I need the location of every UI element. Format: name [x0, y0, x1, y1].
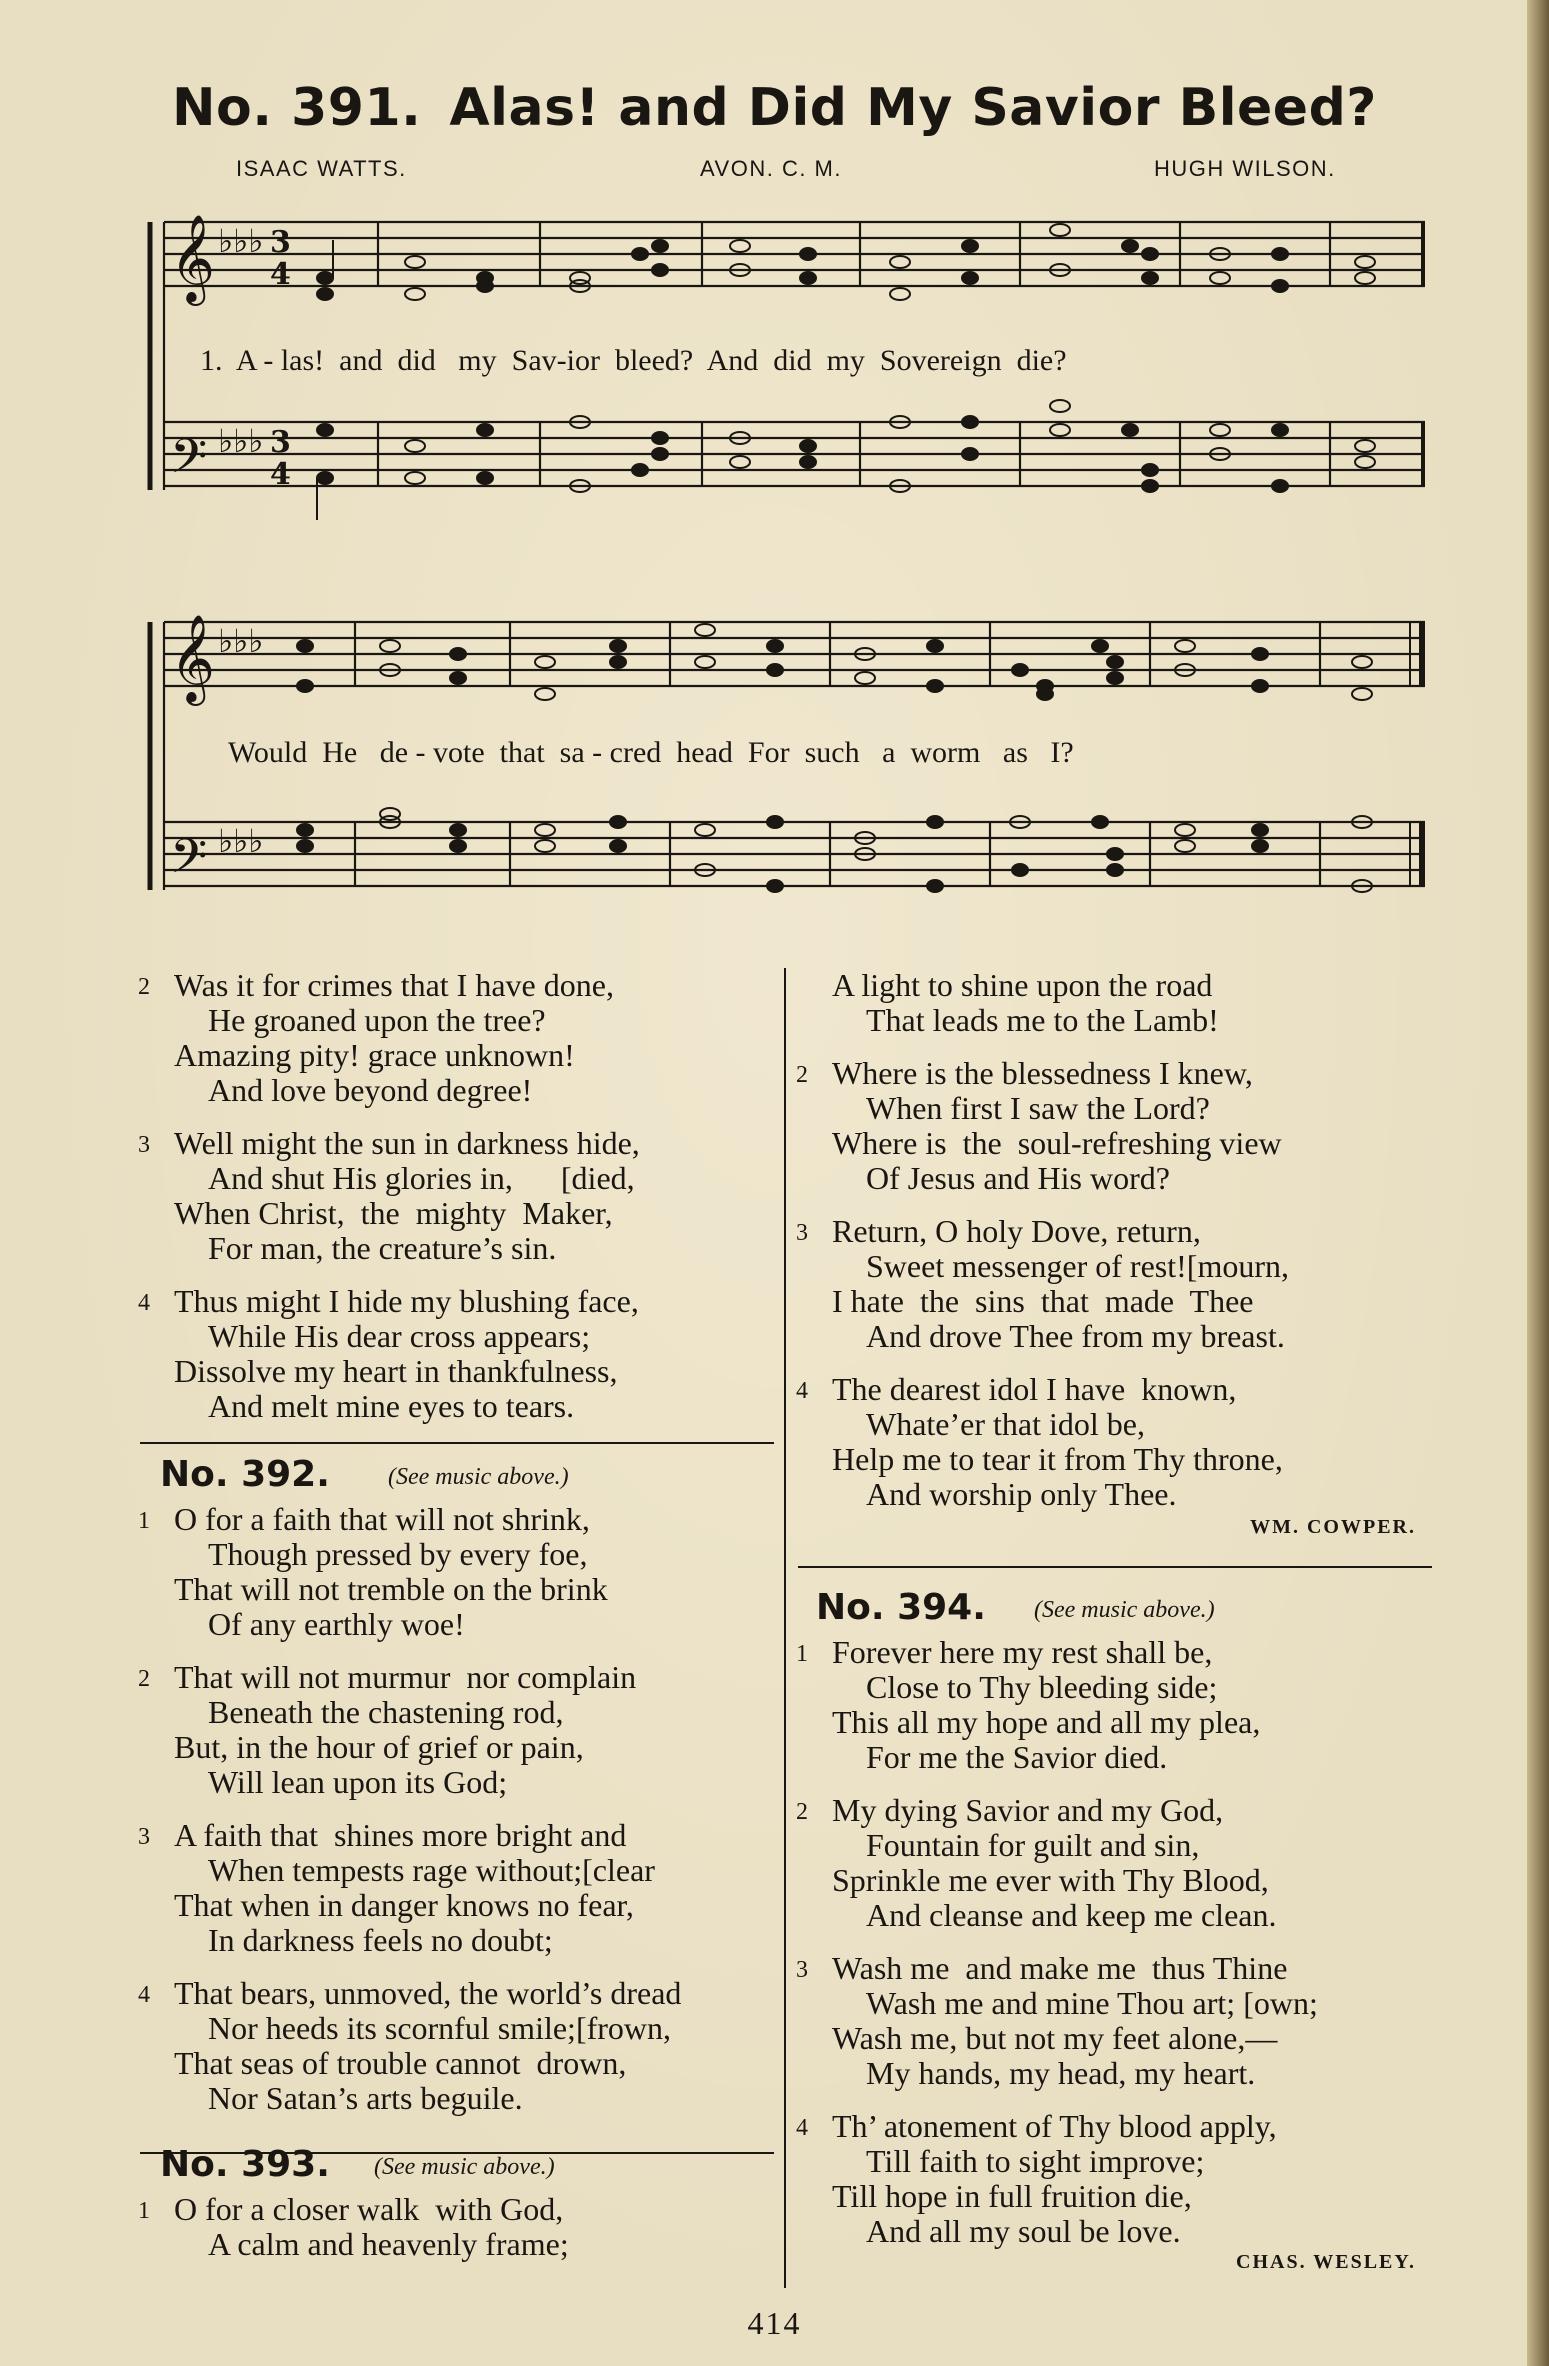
verse-line: Nor heeds its scornful smile;[frown,: [208, 2010, 672, 2046]
stanza-392-2: [138, 1660, 778, 1800]
verse-line: Th’ atonement of Thy blood apply,: [832, 2108, 1277, 2144]
verse-line: O for a closer walk with God,: [174, 2191, 564, 2227]
verse-line: For man, the creature’s sin.: [208, 1230, 557, 1266]
verse-line: That bears, unmoved, the world’s dread: [174, 1975, 682, 2011]
section-number: No. 394.: [816, 1587, 986, 1628]
verse-line: Sprinkle me ever with Thy Blood,: [832, 1862, 1269, 1898]
section-header-392: [138, 1446, 778, 1502]
stanza-number: 3: [138, 1824, 150, 1850]
svg-text:3: 3: [270, 425, 291, 460]
verse-line: Whate’er that idol be,: [866, 1406, 1145, 1442]
stanza-393-4: [796, 1372, 1446, 1512]
svg-text:♭♭♭: ♭♭♭: [218, 822, 264, 860]
verse-line: O for a faith that will not shrink,: [174, 1501, 590, 1537]
verse-line: Fountain for guilt and sin,: [866, 1827, 1200, 1863]
stanza-394-4: [796, 2109, 1446, 2249]
svg-text:♭♭♭: ♭♭♭: [218, 622, 264, 660]
verse-line: In darkness feels no doubt;: [208, 1922, 553, 1958]
verse-line: My hands, my head, my heart.: [866, 2055, 1256, 2091]
section-note: (See music above.): [1034, 1597, 1215, 1623]
verse-line: Return, O holy Dove, return,: [832, 1213, 1201, 1249]
composer-credit: HUGH WILSON.: [1154, 156, 1336, 181]
stanza-number: 3: [796, 1957, 808, 1983]
stanza-394-3: [796, 1951, 1446, 2091]
verse-line: Well might the sun in darkness hide,: [174, 1125, 640, 1161]
stanza-number: 1: [796, 1641, 808, 1667]
verse-line: A faith that shines more bright and: [174, 1817, 627, 1853]
verse-line: My dying Savior and my God,: [832, 1792, 1224, 1828]
verse-line: That will not murmur nor complain: [174, 1659, 637, 1695]
section-note: (See music above.): [374, 2154, 555, 2180]
verse-line: Dissolve my heart in thankfulness,: [174, 1353, 618, 1389]
svg-text:4: 4: [270, 457, 291, 492]
verse-line: For me the Savior died.: [866, 1739, 1168, 1775]
verse-line: And love beyond degree!: [208, 1072, 533, 1108]
verse-line: And cleanse and keep me clean.: [866, 1897, 1277, 1933]
lyricist-credit: ISAAC WATTS.: [236, 156, 407, 181]
verse-line: Till hope in full fruition die,: [832, 2178, 1192, 2214]
section-note: (See music above.): [388, 1464, 569, 1490]
verse-line: That seas of trouble cannot drown,: [174, 2045, 627, 2081]
verse-line: Was it for crimes that I have done,: [174, 967, 614, 1003]
svg-text:𝄞: 𝄞: [170, 613, 215, 702]
verse-line: That will not tremble on the brink: [174, 1571, 608, 1607]
verse-line: He groaned upon the tree?: [208, 1002, 546, 1038]
verse-line: Where is the soul-refreshing view: [832, 1125, 1282, 1161]
section-number: No. 392.: [160, 1454, 330, 1495]
stanza-393-2: [796, 1056, 1446, 1196]
verse-line: Thus might I hide my blushing face,: [174, 1283, 639, 1319]
stanza-number: 4: [796, 1378, 808, 1404]
svg-text:𝄢: 𝄢: [170, 428, 208, 496]
stanza-393-1: [138, 2192, 778, 2262]
verse-line: Of any earthly woe!: [208, 1606, 465, 1642]
verse-line: That leads me to the Lamb!: [866, 1002, 1219, 1038]
verse-line: While His dear cross appears;: [208, 1318, 591, 1354]
stanza-393-1-cont: [796, 968, 1446, 1038]
verse-line: I hate the sins that made Thee: [832, 1283, 1254, 1319]
svg-text:𝄞: 𝄞: [170, 213, 215, 302]
stanza-number: 1: [138, 2198, 150, 2224]
verse-line: Till faith to sight improve;: [866, 2143, 1205, 2179]
section-header-394: [796, 1579, 1446, 1635]
stanza-391-4: [138, 1284, 778, 1424]
verse-line: And shut His glories in, [died,: [208, 1160, 635, 1196]
stanza-number: 4: [796, 2115, 808, 2141]
hymn-title-text: Alas! and Did My Savior Bleed?: [449, 78, 1377, 138]
column-divider: [784, 968, 786, 2288]
verse-line: Forever here my rest shall be,: [832, 1634, 1213, 1670]
svg-text:𝄢: 𝄢: [170, 828, 208, 896]
verse-line: A calm and heavenly frame;: [208, 2226, 569, 2262]
verse-line: Of Jesus and His word?: [866, 1160, 1170, 1196]
stanza-number: 4: [138, 1982, 150, 2008]
verse-line: That when in danger knows no fear,: [174, 1887, 634, 1923]
stanza-number: 2: [138, 974, 150, 1000]
verse-line: Though pressed by every foe,: [208, 1536, 588, 1572]
stanza-394-2: [796, 1793, 1446, 1933]
verse-line: And melt mine eyes to tears.: [208, 1388, 575, 1424]
verse-line: Will lean upon its God;: [208, 1764, 508, 1800]
verse-line: When tempests rage without;[clear: [208, 1852, 655, 1888]
stanza-number: 4: [138, 1290, 150, 1316]
stanza-392-3: [138, 1818, 778, 1958]
author-credit-393: WM. COWPER.: [1250, 1516, 1416, 1538]
music-lyric-line-1: 1. A - las! and did my Sav-ior bleed? And did my Sovereign die?: [200, 344, 1067, 377]
svg-text:3: 3: [270, 225, 291, 260]
verse-line: The dearest idol I have known,: [832, 1371, 1237, 1407]
stanza-number: 2: [796, 1799, 808, 1825]
verse-line: Beneath the chastening rod,: [208, 1694, 564, 1730]
verse-line: Where is the blessedness I knew,: [832, 1055, 1253, 1091]
stanza-393-3: [796, 1214, 1446, 1354]
stanza-391-2: [138, 968, 778, 1108]
music-lyric-line-2: Would He de - vote that sa - cred head For such a worm as I?: [228, 736, 1074, 769]
verse-line: Amazing pity! grace unknown!: [174, 1037, 575, 1073]
verse-line: Sweet messenger of rest![mourn,: [866, 1248, 1289, 1284]
verse-line: And worship only Thee.: [866, 1476, 1177, 1512]
verse-line: But, in the hour of grief or pain,: [174, 1729, 584, 1765]
page-spine-edge: [1527, 0, 1549, 2366]
author-credit-394: CHAS. WESLEY.: [1236, 2251, 1416, 2273]
section-number: No. 393.: [160, 2144, 330, 2185]
stanza-number: 2: [138, 1666, 150, 1692]
verse-line: Wash me and mine Thou art; [own;: [866, 1985, 1318, 2021]
verse-line: And all my soul be love.: [866, 2213, 1181, 2249]
right-column: [796, 968, 1446, 2274]
stanza-number: 2: [796, 1062, 808, 1088]
section-header-393: [138, 2136, 778, 2192]
verse-line: And drove Thee from my breast.: [866, 1318, 1285, 1354]
verse-line: Nor Satan’s arts beguile.: [208, 2080, 523, 2116]
verse-line: When first I saw the Lord?: [866, 1090, 1210, 1126]
verse-line: Wash me and make me thus Thine: [832, 1950, 1288, 1986]
stanza-number: 3: [796, 1220, 808, 1246]
verse-line: When Christ, the mighty Maker,: [174, 1195, 613, 1231]
verse-line: Wash me, but not my feet alone,—: [832, 2020, 1278, 2056]
stanza-number: 1: [138, 1508, 150, 1534]
verse-line: Help me to tear it from Thy throne,: [832, 1441, 1283, 1477]
svg-text:♭♭♭: ♭♭♭: [218, 222, 264, 260]
svg-text:♭♭♭: ♭♭♭: [218, 422, 264, 460]
verse-line: Close to Thy bleeding side;: [866, 1669, 1218, 1705]
hymn-number: No. 391.: [172, 78, 422, 138]
hymn-title: [0, 78, 1549, 138]
tune-credit: AVON. C. M.: [700, 156, 842, 181]
stanza-391-3: [138, 1126, 778, 1266]
stanza-394-1: [796, 1635, 1446, 1775]
stanza-number: 3: [138, 1132, 150, 1158]
svg-text:4: 4: [270, 257, 291, 292]
stanza-392-4: [138, 1976, 778, 2116]
verse-line: This all my hope and all my plea,: [832, 1704, 1261, 1740]
verse-line: A light to shine upon the road: [832, 967, 1213, 1003]
stanza-392-1: [138, 1502, 778, 1642]
page-number: 414: [747, 2305, 802, 2341]
left-column: [138, 968, 778, 2280]
